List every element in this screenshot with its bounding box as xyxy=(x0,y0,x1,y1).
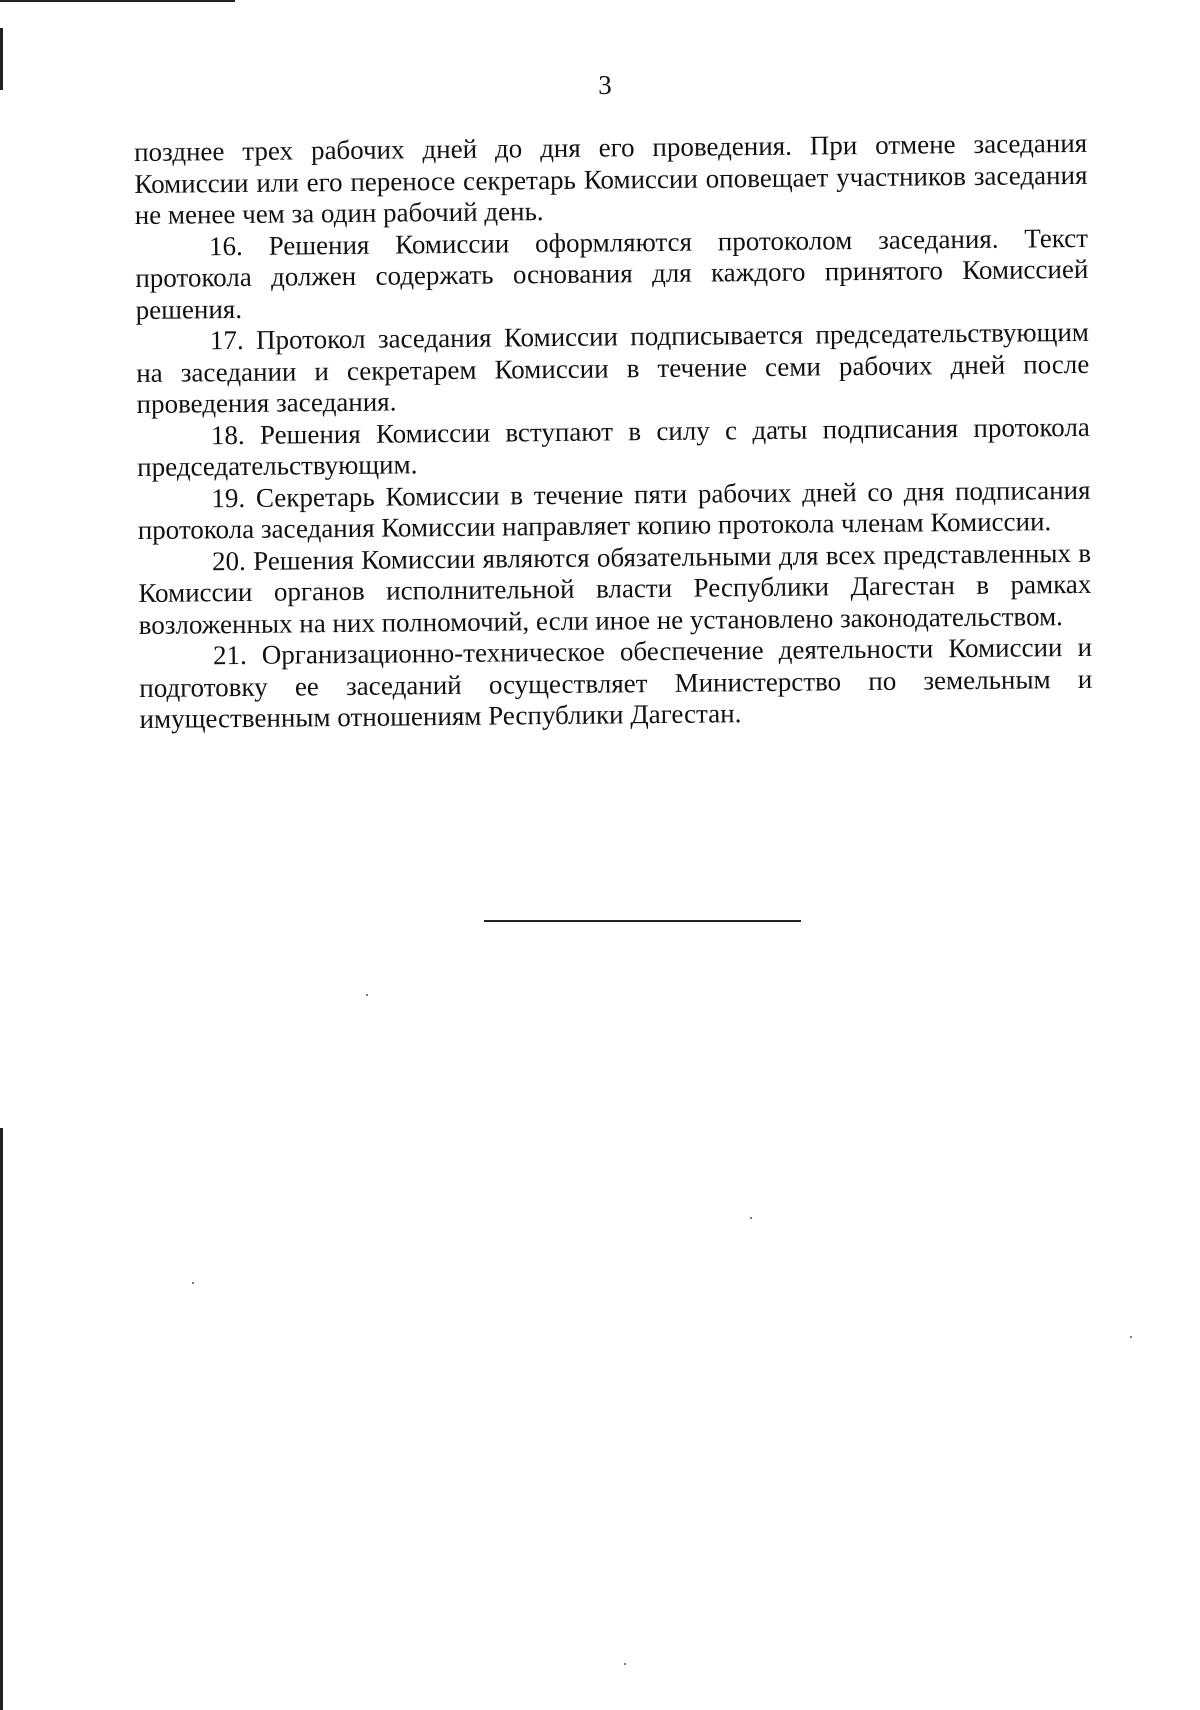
scan-left-edge xyxy=(0,1128,3,1710)
paragraph-17: 17. Протокол заседания Комиссии подписывается председательствующим на заседании и секретарем Комиссии в течение семи рабочих дней после проведения заседания. xyxy=(136,316,1090,419)
scan-speck xyxy=(1130,1336,1132,1338)
paragraph-21: 21. Организационно-техническое обеспечение деятельности Комиссии и подготовку ее заседаний осуществляет Министерство по земельным и имущественным отношениям Республики Дагестан. xyxy=(139,631,1093,734)
paragraph-20: 20. Решения Комиссии являются обязательными для всех представленных в Комиссии органов исполнительной власти Республики Дагестан в рамках возложенных на них полномочий, если иное не установлено законодательством. xyxy=(138,537,1092,640)
closing-divider xyxy=(484,920,801,922)
scan-speck xyxy=(366,994,368,996)
document-body xyxy=(134,128,1093,736)
paragraph-19: 19. Секретарь Комиссии в течение пяти рабочих дней со дня подписания протокола заседания Комиссии направляет копию протокола членам Комиссии. xyxy=(137,474,1091,545)
paragraph-18: 18. Решения Комиссии вступают в силу с даты подписания протокола председательствующим. xyxy=(137,411,1090,482)
scan-edge-line xyxy=(0,0,235,2)
scan-speck xyxy=(750,1217,752,1219)
scan-speck xyxy=(192,1282,194,1284)
paragraph-continuation: позднее трех рабочих дней до дня его проведения. При отмене заседания Комиссии или его переносе секретарь Комиссии оповещает участников заседания не менее чем за один рабочий день. xyxy=(134,127,1088,230)
scan-speck xyxy=(624,1663,626,1665)
page-number: 3 xyxy=(598,70,612,100)
paragraph-16: 16. Решения Комиссии оформляются протоколом заседания. Текст протокола должен содержать основания для каждого принятого Комиссией решения. xyxy=(135,222,1089,325)
